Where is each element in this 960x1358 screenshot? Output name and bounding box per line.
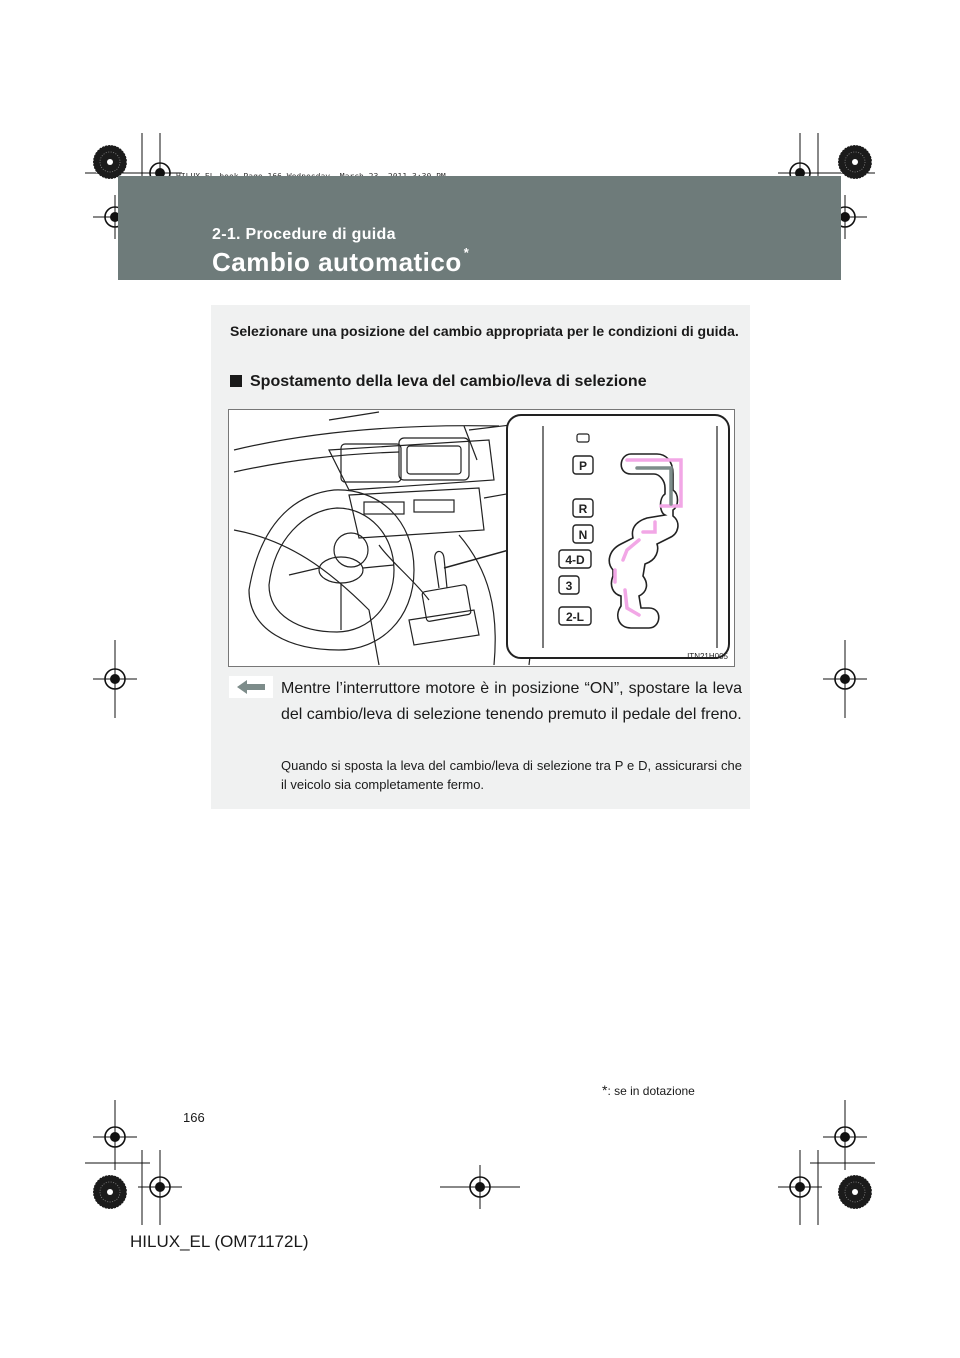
gate-label-2l: 2-L <box>566 610 584 624</box>
gate-label-p: P <box>578 459 588 473</box>
gate-label-3: 3 <box>565 579 573 593</box>
subheading-text: Spostamento della leva del cambio/leva di selezione <box>250 373 647 390</box>
figure-code: ITN21H005 <box>687 652 728 661</box>
square-bullet-icon <box>230 375 242 387</box>
footnote <box>602 1082 695 1098</box>
gate-label-n: N <box>578 528 588 542</box>
footnote-text: : se in dotazione <box>607 1084 695 1098</box>
title-marker: * <box>463 245 470 260</box>
step-note: Quando si sposta la leva del cambio/leva di selezione tra P e D, assicurarsi che il veicolo sia completamente fermo. <box>281 758 742 792</box>
left-arrow-icon <box>229 676 273 698</box>
subheading <box>230 373 647 391</box>
shift-lever-figure <box>228 409 735 667</box>
dashboard-illustration <box>229 410 734 666</box>
page-header <box>118 176 841 280</box>
gate-label-4d: 4-D <box>565 553 585 567</box>
page-title-text: Cambio automatico <box>212 247 462 277</box>
intro-text: Selezionare una posizione del cambio appropriata per le condizioni di guida. <box>230 323 739 339</box>
section-title: 2-1. Procedure di guida <box>212 226 396 243</box>
page-number: 166 <box>183 1110 205 1125</box>
gate-label-r: R <box>578 502 588 516</box>
step-instruction: Mentre l’interruttore motore è in posizione “ON”, spostare la leva del cambio/leva di selezione tenendo premuto il pedale del freno. <box>281 680 742 723</box>
page-title <box>212 247 469 278</box>
document-code: HILUX_EL (OM71172L) <box>130 1232 309 1251</box>
footnote-marker: * <box>602 1082 608 1098</box>
action-arrow-tab <box>229 676 273 698</box>
